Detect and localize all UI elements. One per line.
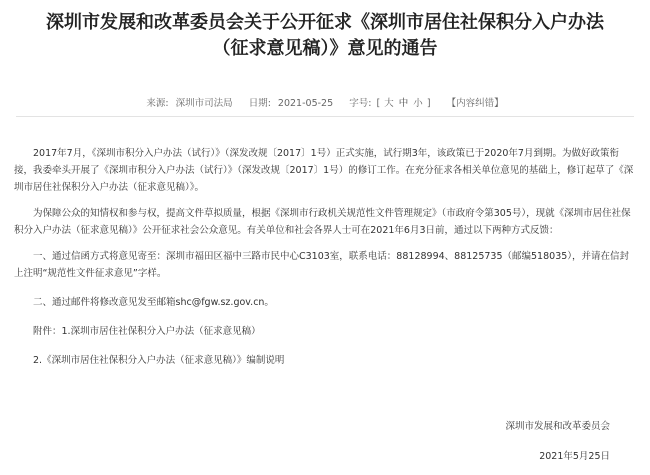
article-paragraph: 为保障公众的知情权和参与权，提高文件草拟质量，根据《深圳市行政机关规范性文件管理规定》（市政府令第305号），现就《深圳市居住社保积分入户办法（征求意见稿）》公开征求社会公众意见。有关单位和社会各界人士可在2021年6月3日前，通过以下两种方式反馈： xyxy=(14,208,631,236)
font-size-label: 字号: xyxy=(349,98,372,109)
font-size-bracket-close: ] xyxy=(426,98,431,109)
attachment-item: 2.《深圳市居住社保积分入户办法（征求意见稿）》编制说明 xyxy=(33,355,285,366)
article-title-line-2: （征求意见稿）》意见的通告 xyxy=(212,38,438,59)
font-size-medium-link[interactable]: 中 xyxy=(398,98,409,109)
date-label: 日期: xyxy=(248,98,271,109)
article-paragraph: 二、通过邮件将修改意见发至邮箱shc@fgw.sz.gov.cn。 xyxy=(33,297,274,308)
attachment-item: 附件：1.深圳市居住社保积分入户办法（征求意见稿） xyxy=(33,326,261,337)
source-label: 来源: xyxy=(146,98,169,109)
article-paragraph: 2017年7月，《深圳市积分入户办法（试行）》（深发改规〔2017〕1号）正式实施，试行期3年，该政策已于2020年7月到期。为做好政策衔接，我委牵头开展了《深圳市积分入户办法（试行）》（深发改规〔2017〕1号）的修订工作。在充分征求各相关单位意见的基础上，修订起草了《深圳市居住社保积分入户办法（征求意见稿）》。 xyxy=(14,148,634,193)
signature-org: 深圳市发展和改革委员会 xyxy=(505,421,610,432)
font-size-small-link[interactable]: 小 xyxy=(413,98,423,109)
signature-date: 2021年5月25日 xyxy=(539,451,610,462)
meta-divider xyxy=(16,116,634,117)
article-title xyxy=(0,10,650,62)
source-value: 深圳市司法局 xyxy=(175,98,233,109)
article-body xyxy=(14,145,636,369)
font-size-large-link[interactable]: 大 xyxy=(384,98,394,109)
article-title-line-1: 深圳市发展和改革委员会关于公开征求《深圳市居住社保积分入户办法 xyxy=(46,12,604,33)
font-size-bracket-open: [ xyxy=(376,98,381,109)
date-value: 2021-05-25 xyxy=(277,98,334,109)
content-errata-link[interactable]: 【内容纠错】 xyxy=(446,98,504,109)
article-paragraph: 一、通过信函方式将意见寄至：深圳市福田区福中三路市民中心C3103室，联系电话：88128994、88125735（邮编518035），并请在信封上注明“规范性文件征求意见”字样。 xyxy=(14,251,630,279)
article-meta-bar xyxy=(0,95,650,109)
